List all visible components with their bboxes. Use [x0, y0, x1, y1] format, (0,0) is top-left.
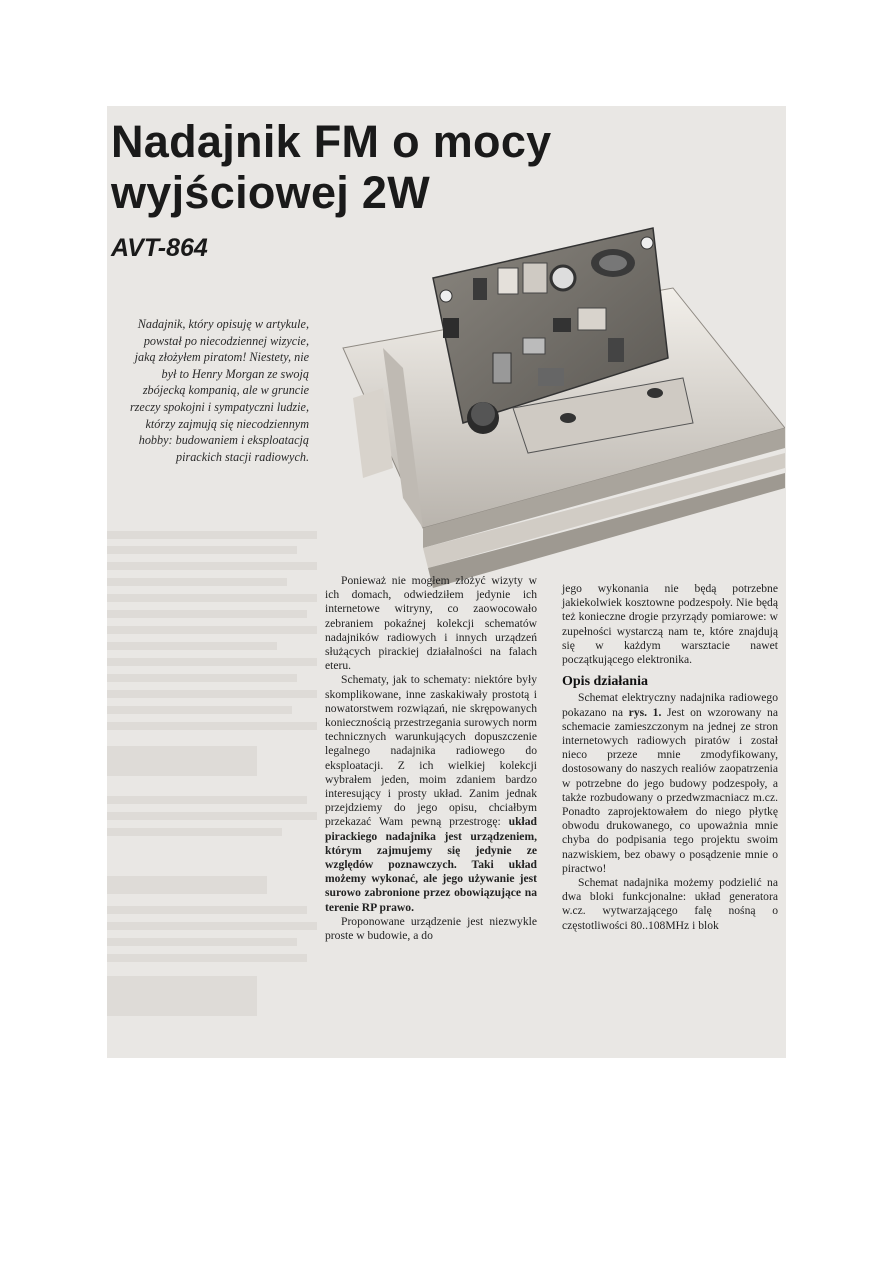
bleed-through	[107, 642, 277, 650]
paragraph: Ponieważ nie mogłem złożyć wizyty w ich domach, odwiedziłem jedynie ich internetowe witryny, co zaowocowało zebraniem pokaźnej kolekcji schematów nadajników radiowych i innych urządzeń służących pirackiej działalności na falach eteru.	[325, 574, 537, 673]
section-heading: Opis działania	[562, 674, 648, 690]
bleed-through	[107, 658, 317, 666]
paragraph: Proponowane urządzenie jest niezwykle proste w budowie, a do	[325, 914, 537, 943]
paragraph-text: Schemat elektryczny nadajnika radiowego pokazano na	[562, 691, 778, 719]
bleed-through	[107, 562, 317, 570]
magazine-page	[107, 106, 786, 1058]
bleed-through	[107, 796, 307, 804]
bleed-through	[107, 976, 257, 1016]
board-on-heatsink-photo	[323, 168, 785, 588]
bleed-through	[107, 812, 317, 820]
paragraph: Schemat nadajnika możemy podzielić na dwa bloki funkcjonalne: układ generatora w.cz. wytwarzającego falę nośną o częstotliwości 80..108MHz i blok	[562, 876, 778, 932]
bleed-through	[107, 746, 257, 776]
bleed-through	[107, 594, 317, 602]
figure-reference: rys. 1.	[628, 705, 662, 719]
bleed-through	[107, 626, 317, 634]
paragraph-text: Schematy, jak to schematy: niektóre były skomplikowane, inne zaskakiwały prostotą i nowatorstwem rozwiązań, nie skrępowanych koniecznością przestrzegania surowych norm technicznych warunkujących dopuszczenie legalnego nadajnika radiowego do eksploatacji. Z ich wielkiej kolekcji wybrałem jeden, moim zdaniem bardzo interesujący i prosty układ. Zanim jednak przejdziemy do jego opisu, chciałbym przekazać Wam pewną przestrogę:	[325, 673, 537, 829]
bleed-through	[107, 706, 292, 714]
bleed-through	[107, 722, 317, 730]
bleed-through	[107, 690, 317, 698]
title-line-1: Nadajnik FM o mocy	[111, 116, 552, 167]
bleed-through	[107, 922, 317, 930]
bleed-through	[107, 954, 307, 962]
text-column-2	[562, 582, 778, 933]
text-column-1	[325, 574, 537, 943]
bleed-through	[107, 938, 297, 946]
bleed-through	[107, 531, 317, 539]
intro-text: Nadajnik, który opisuję w artykule, powstał po niecodziennej wizycie, jaką złożyłem piratom! Niestety, nie był to Henry Morgan ze swoją zbójecką kompanią, ale w gruncie rzeczy spokojni i sympatyczni ludzie, którzy zajmują się niecodziennym hobby: budowaniem i eksploatacją pirackich stacji radiowych.	[129, 317, 309, 464]
bleed-through	[107, 876, 267, 894]
bleed-through	[107, 610, 307, 618]
paragraph-text: Jest on wzorowany na schemacie zamieszczonym na jednej ze stron internetowych radiowych piratów i został nieco przeze mnie zmodyfikowany, dostosowany do naszych realiów zaopatrzenia w potrzebne do jego budowy podzespoły, a także rozbudowany o przedwzmacniacz m.cz. Ponadto zaprojektowałem do niego płytkę obwodu drukowanego, co upoważnia mnie chyba do podpisania tego projektu swoim nazwiskiem, bez obawy o posądzenie mnie o piractwo!	[562, 705, 778, 875]
bleed-through	[107, 578, 287, 586]
article-code: AVT-864	[111, 234, 208, 262]
paragraph	[325, 673, 537, 914]
paragraph	[562, 691, 778, 876]
title-line-2: wyjściowej 2W	[111, 167, 431, 218]
bleed-through	[107, 674, 297, 682]
warning-text: układ pirackiego nadajnika jest urządzeniem, którym zajmujemy się jedynie ze względów poznawczych. Taki układ możemy wykonać, ale jego używanie jest surowo zabronione przez obowiązujące na terenie RP prawo.	[325, 815, 537, 914]
bleed-through	[107, 828, 282, 836]
paragraph: jego wykonania nie będą potrzebne jakiekolwiek kosztowne podzespoły. Nie będą też konieczne drogie przyrządy pomiarowe: w zupełności wystarczą nam te, które znajdują się w każdym warsztacie nawet początkującego elektronika.	[562, 582, 778, 667]
bleed-through	[107, 906, 307, 914]
bleed-through	[107, 546, 297, 554]
